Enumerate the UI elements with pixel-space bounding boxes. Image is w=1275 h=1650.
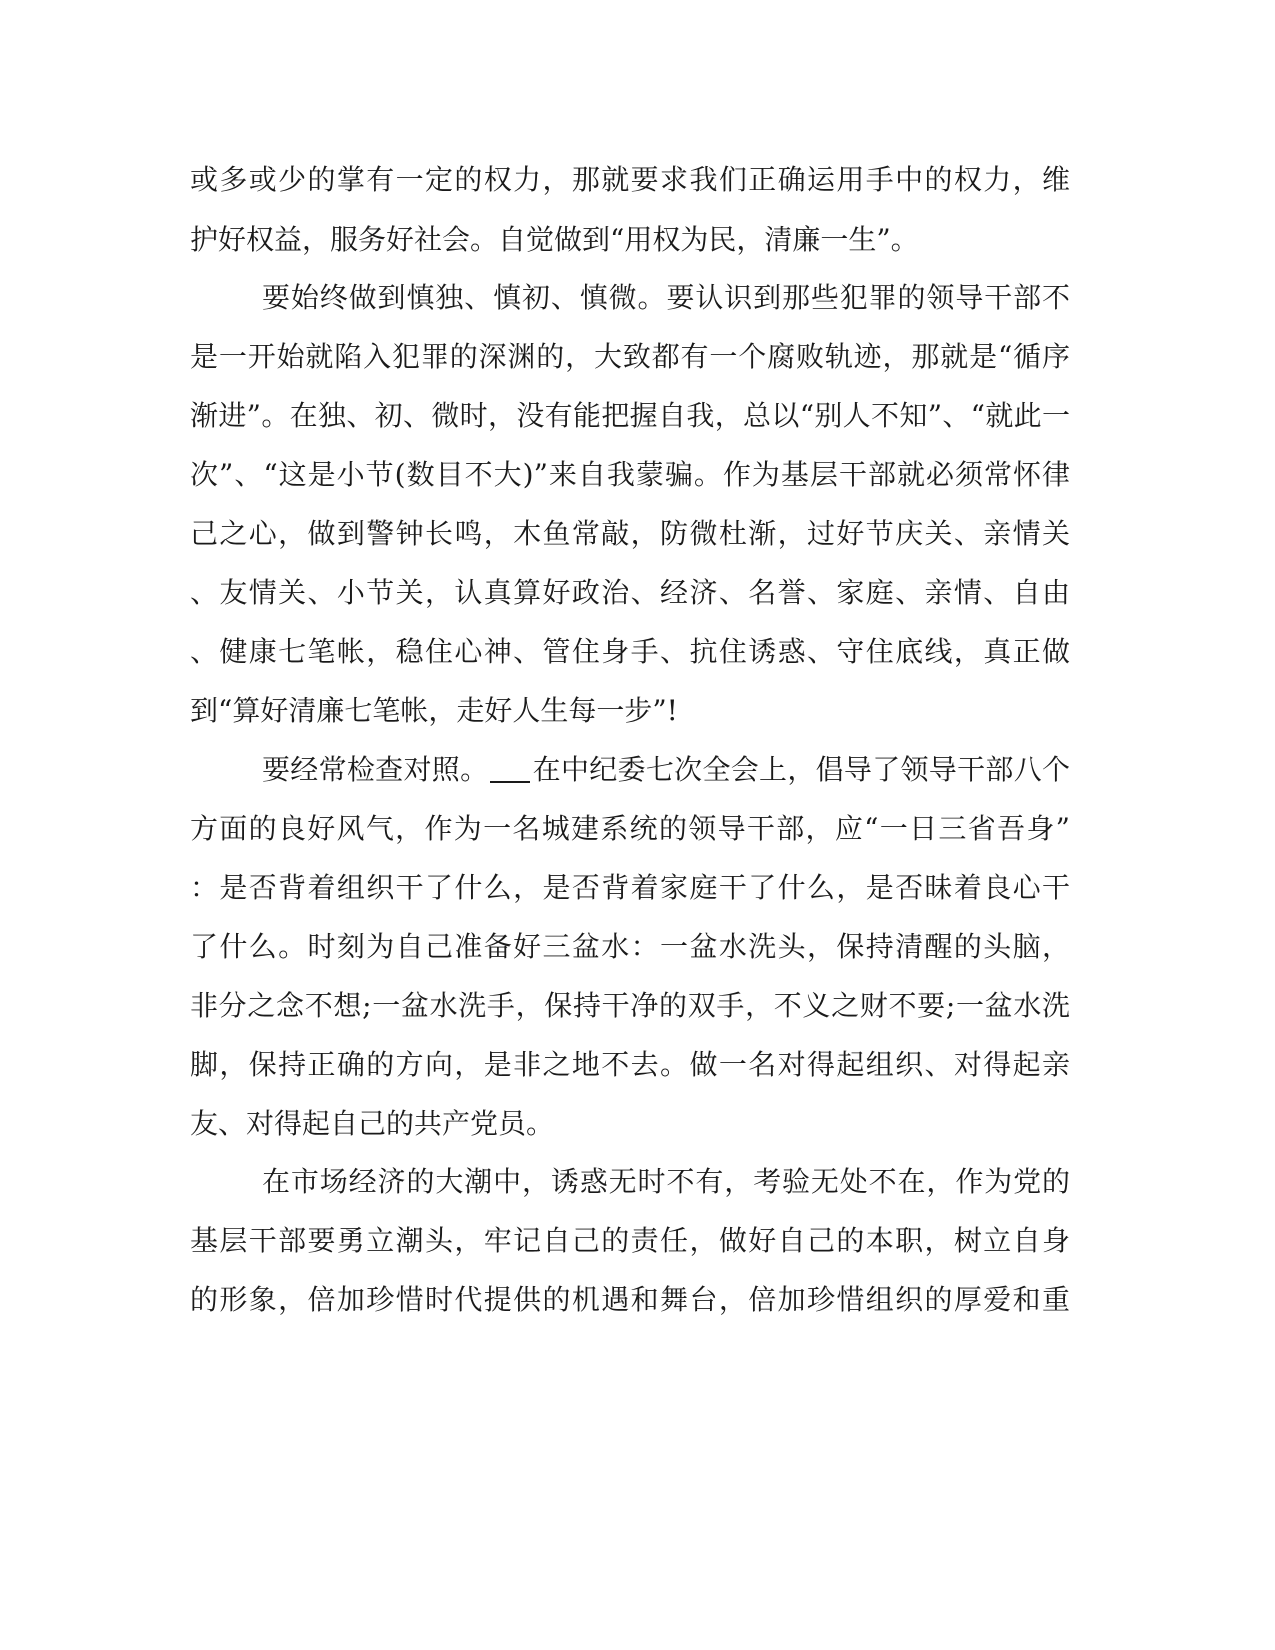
- fill-in-blank: [490, 780, 530, 783]
- paragraph-1-line-2: 护好权益，服务好社会。自觉做到“用权为民，清廉一生”。: [190, 223, 919, 256]
- paragraph-3-line-4: 了什么。时刻为自己准备好三盆水：一盆水洗头，保持清醒的头脑，: [190, 930, 1070, 963]
- paragraph-2-line-7: 、健康七笔帐，稳住心神、管住身手、抗住诱惑、守住底线，真正做: [190, 635, 1070, 668]
- paragraph-2-line-2: 是一开始就陷入犯罪的深渊的，大致都有一个腐败轨迹，那就是“循序: [190, 340, 1070, 373]
- paragraph-4-line-1: 在市场经济的大潮中，诱惑无时不有，考验无处不在，作为党的: [262, 1165, 1070, 1198]
- paragraph-3-line-5: 非分之念不想;一盆水洗手，保持干净的双手，不义之财不要;一盆水洗: [190, 989, 1070, 1022]
- paragraph-3-line-6: 脚，保持正确的方向，是非之地不去。做一名对得起组织、对得起亲: [190, 1048, 1070, 1081]
- paragraph-3-line-1: [262, 740, 1070, 800]
- paragraph-2-line-3: 渐进”。在独、初、微时，没有能把握自我，总以“别人不知”、“就此一: [190, 399, 1070, 432]
- paragraph-2-line-6: 、友情关、小节关，认真算好政治、经济、名誉、家庭、亲情、自由: [190, 576, 1070, 609]
- paragraph-1-line-1: 或多或少的掌有一定的权力，那就要求我们正确运用手中的权力，维: [190, 163, 1070, 196]
- paragraph-4-line-2: 基层干部要勇立潮头，牢记自己的责任，做好自己的本职，树立自身: [190, 1224, 1070, 1257]
- paragraph-3-line-1-lead: 要经常检查对照。: [262, 753, 489, 786]
- paragraph-2-line-4: 次”、“这是小节(数目不大)”来自我蒙骗。作为基层干部就必须常怀律: [190, 458, 1070, 491]
- paragraph-2-line-5: 己之心，做到警钟长鸣，木鱼常敲，防微杜渐，过好节庆关、亲情关: [190, 517, 1070, 550]
- paragraph-3-line-7: 友、对得起自己的共产党员。: [190, 1107, 555, 1140]
- paragraph-4-line-3: 的形象，倍加珍惜时代提供的机遇和舞台，倍加珍惜组织的厚爱和重: [190, 1283, 1070, 1316]
- paragraph-3-line-1-rest: 在中纪委七次全会上，倡导了领导干部八个: [532, 753, 1070, 786]
- paragraph-2-line-8: 到“算好清廉七笔帐，走好人生每一步”!: [190, 694, 678, 727]
- paragraph-3-line-3: ：是否背着组织干了什么，是否背着家庭干了什么，是否昧着良心干: [190, 871, 1070, 904]
- paragraph-2-line-1: 要始终做到慎独、慎初、慎微。要认识到那些犯罪的领导干部不: [262, 281, 1070, 314]
- paragraph-3-line-2: 方面的良好风气，作为一名城建系统的领导干部，应“一日三省吾身”: [190, 812, 1070, 845]
